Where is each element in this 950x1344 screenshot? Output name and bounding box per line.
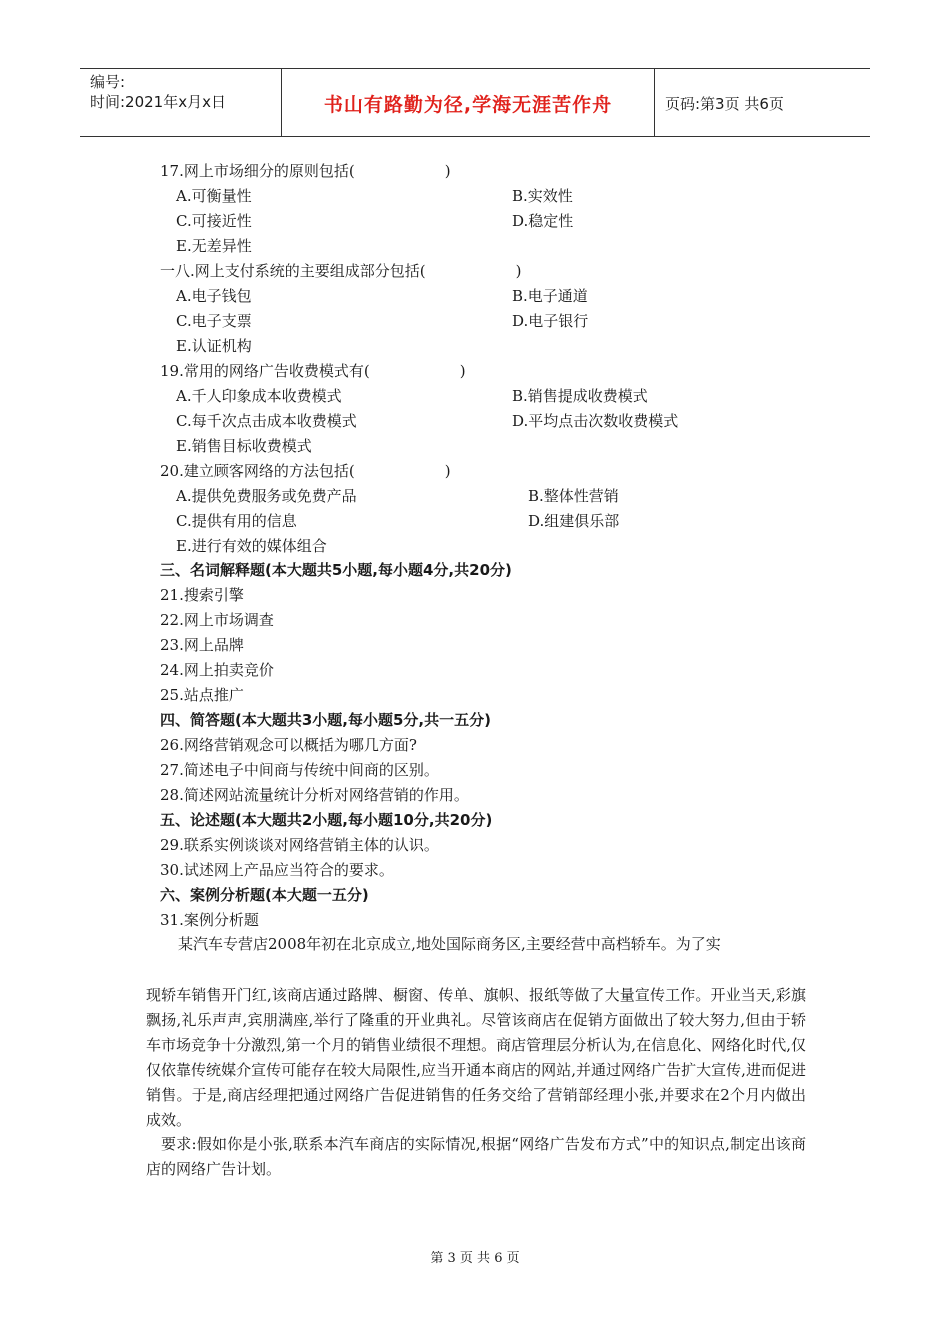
- option: B.销售提成收费模式: [512, 387, 648, 405]
- option: B.实效性: [512, 187, 573, 205]
- option: C.提供有用的信息: [176, 512, 297, 530]
- header-time: 时间:2021年x月x日: [90, 93, 226, 111]
- option: B.电子通道: [512, 287, 588, 305]
- question-item: 27.简述电子中间商与传统中间商的区别。: [160, 761, 439, 779]
- header-page-number: 页码:第3页 共6页: [665, 95, 784, 113]
- question-20: 20.建立顾客网络的方法包括( ): [160, 462, 451, 480]
- section-heading-3: 三、名词解释题(本大题共5小题,每小题4分,共20分): [160, 561, 512, 579]
- case-first-line: 某汽车专营店2008年初在北京成立,地处国际商务区,主要经营中高档轿车。为了实: [178, 935, 721, 953]
- header-number: 编号:: [90, 73, 126, 91]
- question-item: 23.网上品牌: [160, 636, 244, 654]
- question-item: 28.简述网站流量统计分析对网络营销的作用。: [160, 786, 469, 804]
- footer-page-number: 第 3 页 共 6 页: [430, 1251, 520, 1266]
- question-item: 24.网上拍卖竞价: [160, 661, 274, 679]
- question-17: 17.网上市场细分的原则包括( ): [160, 162, 451, 180]
- case-requirement: 要求:假如你是小张,联系本汽车商店的实际情况,根据“网络广告发布方式”中的知识点,制定出该商店的网络广告计划。: [146, 1135, 806, 1178]
- option: C.电子支票: [176, 312, 252, 330]
- question-18: 一八.网上支付系统的主要组成部分包括( ): [160, 262, 522, 280]
- option: D.稳定性: [512, 212, 574, 230]
- question-item: 31.案例分析题: [160, 911, 259, 929]
- header-motto: 书山有路勤为径,学海无涯苦作舟: [323, 94, 613, 116]
- question-19: 19.常用的网络广告收费模式有( ): [160, 362, 466, 380]
- option: A.电子钱包: [176, 287, 252, 305]
- option: A.可衡量性: [176, 187, 252, 205]
- option: C.可接近性: [176, 212, 252, 230]
- question-item: 21.搜索引擎: [160, 586, 244, 604]
- question-item: 25.站点推广: [160, 686, 244, 704]
- option: B.整体性营销: [528, 487, 619, 505]
- case-paragraph: 现轿车销售开门红,该商店通过路牌、橱窗、传单、旗帜、报纸等做了大量宣传工作。开业当天,彩旗飘扬,礼乐声声,宾朋满座,举行了隆重的开业典礼。尽管该商店在促销方面做出了较大努力,但由于轿车市场竞争十分激烈,第一个月的销售业绩很不理想。商店管理层分析认为,在信息化、网络化时代,仅仅依靠传统媒介宣传可能存在较大局限性,应当开通本商店的网站,并通过网络广告扩大宣传,进而促进销售。于是,商店经理把通过网络广告促进销售的任务交给了营销部经理小张,并要求在2个月内做出成效。: [146, 986, 806, 1129]
- option: E.销售目标收费模式: [176, 437, 312, 455]
- question-item: 22.网上市场调查: [160, 611, 274, 629]
- option: D.电子银行: [512, 312, 589, 330]
- header-bottom-rule: [80, 136, 870, 137]
- option: D.平均点击次数收费模式: [512, 412, 679, 430]
- option: E.进行有效的媒体组合: [176, 537, 327, 555]
- option: A.千人印象成本收费模式: [176, 387, 342, 405]
- header-meta: [90, 72, 226, 112]
- option: C.每千次点击成本收费模式: [176, 412, 357, 430]
- section-heading-6: 六、案例分析题(本大题一五分): [160, 886, 369, 904]
- option: D.组建俱乐部: [528, 512, 620, 530]
- header-top-rule: [80, 68, 870, 69]
- header-divider-right: [654, 68, 655, 136]
- section-heading-4: 四、简答题(本大题共3小题,每小题5分,共一五分): [160, 711, 491, 729]
- question-item: 29.联系实例谈谈对网络营销主体的认识。: [160, 836, 439, 854]
- section-heading-5: 五、论述题(本大题共2小题,每小题10分,共20分): [160, 811, 493, 829]
- option: A.提供免费服务或免费产品: [176, 487, 357, 505]
- question-item: 26.网络营销观念可以概括为哪几方面?: [160, 736, 417, 754]
- option: E.无差异性: [176, 237, 252, 255]
- question-item: 30.试述网上产品应当符合的要求。: [160, 861, 394, 879]
- option: E.认证机构: [176, 337, 252, 355]
